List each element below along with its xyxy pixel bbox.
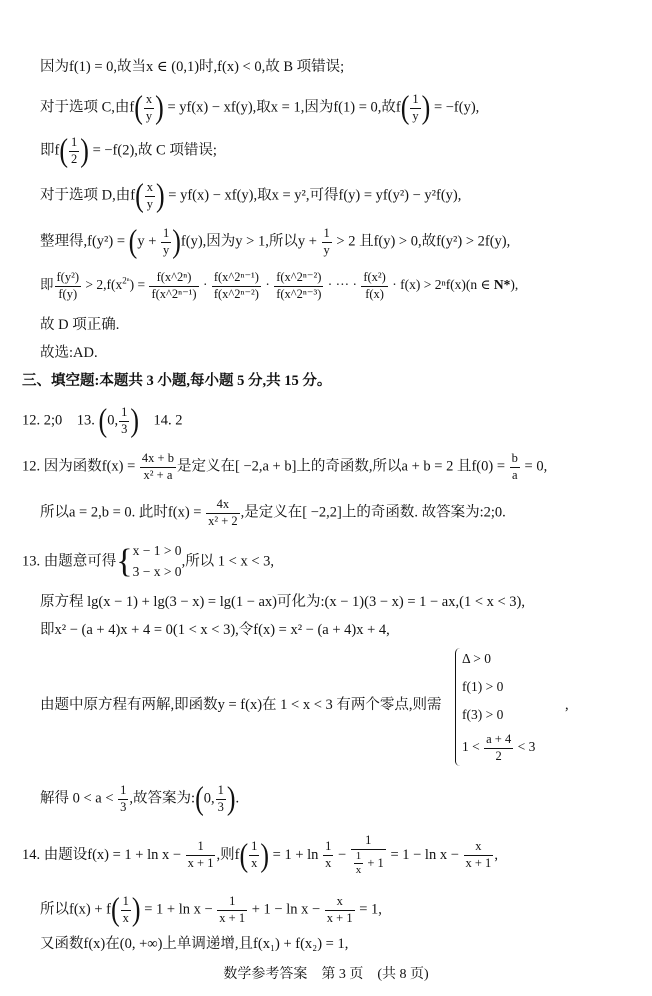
superscript: 2ⁿ: [122, 275, 130, 286]
text-line: 故选:AD.: [40, 345, 98, 361]
answer-line: 12. 2;0 13. (0, $\frac{1}{3}$ ) 14. 2: [22, 402, 183, 439]
system-row: f(1) > 0: [462, 679, 504, 694]
fraction: [206, 497, 240, 529]
numerator: 1: [354, 850, 364, 865]
paren: (: [400, 89, 410, 126]
paren: ): [130, 402, 139, 439]
numerator: 1: [119, 405, 129, 422]
fraction: [121, 894, 131, 926]
text: ,: [494, 846, 498, 863]
text-line: 即 $\frac{\text{f(y²)}}{f(y)}$ > $2,f(x^{2^n})$ = $\frac{\text{f(x\textasciicircum{}2ⁿ)}}{\text{f(x\textasciicircum{}2ⁿ⁻¹)}}$ · $\frac{\text{f(x\textasciicircum{}2ⁿ⁻¹)}}{\text{f(x\textasciicircum{}2ⁿ⁻²)}}$ · $\frac{\text{f(x\textasciicircum{}2ⁿ⁻²)}}{\text{f(x\textasciicircum{}2ⁿ⁻³)}}$ · ··· · $\frac{\text{f(x²)}}{f(x)}$ · f(x) > 2ⁿf(x)(n ∈ N*),: [40, 270, 519, 301]
denominator: y: [163, 242, 170, 257]
numerator: f(x²): [361, 270, 388, 287]
text: 14. 2: [139, 412, 183, 429]
system-row: [462, 732, 535, 764]
fraction: [325, 894, 355, 926]
fraction: [144, 92, 154, 124]
denominator: x: [251, 856, 258, 871]
text: ,故答案为:: [129, 790, 196, 807]
text: .: [235, 790, 240, 807]
text: = 1 + ln x −: [140, 901, 217, 918]
text: 1 <: [462, 739, 484, 755]
denominator: 3: [217, 799, 224, 814]
text-line: 又函数f(x)在(0, +∞)上单调递增,且f(x₁) + f(x₂) = 1,: [40, 936, 349, 952]
text: 所以a = 2,b = 0. 此时f(x) =: [40, 504, 206, 521]
system-row: Δ > 0: [462, 651, 492, 666]
numerator: f(x^2ⁿ⁻²): [274, 270, 323, 287]
text-line: [40, 497, 506, 529]
fraction: [361, 270, 388, 302]
text: · f(x) > 2ⁿf(x)(n ∈: [388, 277, 494, 293]
denominator: y: [323, 242, 330, 257]
fraction: [118, 783, 128, 815]
text-line: [40, 132, 217, 169]
denominator: x² + 2: [208, 513, 238, 528]
numerator: 1: [323, 839, 333, 856]
text: = 1 + ln: [269, 846, 323, 863]
condition-system: [455, 648, 536, 766]
numerator: 1: [351, 833, 386, 850]
text-line: [22, 541, 274, 583]
numerator: 1: [217, 894, 247, 911]
paren: ): [421, 89, 431, 126]
paren: ): [172, 223, 181, 260]
text: = yf(x) − xf(y),取x = y²,可得f(y) = yf(y²) − y²f(y),: [164, 187, 462, 204]
paren: (: [98, 402, 108, 439]
numerator: f(y²): [55, 270, 82, 287]
numerator: 1: [121, 894, 131, 911]
denominator: f(x^2ⁿ⁻³): [276, 286, 322, 301]
paren: (: [128, 223, 138, 260]
numerator: 1: [118, 783, 128, 800]
fraction: [149, 270, 198, 302]
text: = 1,: [355, 901, 382, 918]
text: 是定义在[ −2,a + b]上的奇函数,所以a + b = 2 且f(0) =: [176, 458, 509, 475]
denominator: f(x^2ⁿ⁻¹): [151, 286, 197, 301]
text: = −f(y),: [430, 99, 480, 116]
fraction: [140, 451, 176, 483]
numerator: 1: [410, 92, 420, 109]
text: = 0,: [520, 458, 548, 475]
text: 0: [107, 412, 115, 429]
section-heading: 三、填空题:本题共 3 小题,每小题 5 分,共 15 分。: [22, 373, 332, 389]
numerator: x: [325, 894, 355, 911]
numerator: 1: [249, 839, 259, 856]
text-line: [40, 891, 382, 928]
fraction: [161, 226, 171, 258]
paren: ): [155, 89, 164, 126]
fraction: [119, 405, 129, 437]
fraction: [217, 894, 247, 926]
text-line: 即x² − (a + 4)x + 4 = 0(1 < x < 3),令f(x) = x² − (a + 4)x + 4,: [40, 622, 390, 638]
numerator: 4x + b: [140, 451, 176, 468]
denominator: x + 1: [465, 856, 492, 871]
text: y +: [137, 233, 160, 250]
denominator: x + 1: [187, 856, 214, 871]
denominator: 3: [121, 421, 128, 436]
text: f(y),因为y > 1,所以y +: [180, 233, 321, 250]
fraction: [212, 270, 261, 302]
fraction: [510, 451, 520, 483]
text: ,所以 1 < x < 3,: [181, 553, 275, 570]
numerator: 1: [216, 783, 226, 800]
denominator: x + 1: [219, 910, 246, 925]
text: 12. 因为函数f(x) =: [22, 458, 139, 475]
text: 整理得,f(y²) =: [40, 233, 129, 250]
denominator: y: [145, 108, 153, 123]
denominator: a: [511, 467, 518, 482]
system-row: x − 1 > 0: [132, 543, 182, 558]
denominator: y: [412, 108, 419, 123]
punct: ,: [565, 697, 569, 713]
fraction: [484, 732, 513, 764]
fraction: [351, 833, 386, 878]
page-footer: 数学参考答案 第 3 页 (共 8 页): [223, 967, 429, 982]
numerator: b: [510, 451, 520, 468]
numerator: 1: [322, 226, 332, 243]
paren: ): [131, 891, 141, 928]
denominator: 2: [495, 748, 502, 763]
set-symbol: N*: [493, 277, 511, 293]
fraction: [55, 270, 82, 302]
text: > 2 且f(y) > 0,故f(y²) > 2f(y),: [332, 233, 511, 250]
denominator: x: [325, 856, 332, 871]
numerator: 1: [69, 135, 79, 152]
text-line: [22, 833, 498, 878]
denominator: f(x^2ⁿ⁻²): [213, 286, 259, 301]
system-row: f(3) > 0: [462, 707, 504, 722]
paren: ): [80, 132, 89, 169]
paren: ): [226, 780, 236, 817]
denominator: f(y): [58, 286, 78, 301]
text: 解得 0 < a <: [40, 790, 118, 807]
denominator: 2: [71, 151, 78, 166]
numerator: x: [144, 92, 154, 109]
inequality-system: [133, 541, 182, 583]
text-line: 由题中原方程有两解,即函数y = f(x)在 1 < x < 3 有两个零点,则需: [40, 697, 442, 713]
fraction: [249, 839, 259, 871]
brace: {: [116, 542, 133, 580]
fraction: [274, 270, 323, 302]
fraction: [354, 850, 364, 879]
fraction: [145, 180, 155, 212]
paren: ): [155, 177, 165, 214]
text: = yf(x) − xf(y),取x = 1,因为f(1) = 0,故f: [163, 99, 401, 116]
fraction: [322, 226, 332, 258]
text: 14. 由题设f(x) = 1 + ln x −: [22, 846, 185, 863]
paren: (: [135, 177, 144, 214]
text: 所以f(x) + f: [40, 901, 111, 918]
numerator: 1: [161, 226, 171, 243]
text: · ··· ·: [324, 277, 361, 293]
text-line: 因为f(1) = 0,故当x ∈ (0,1)时,f(x) < 0,故 B 项错误;: [40, 59, 345, 75]
text: = 1 − ln x −: [386, 846, 463, 863]
text: ,则f: [216, 846, 240, 863]
numerator: x: [145, 180, 155, 197]
text: ) =: [129, 277, 149, 293]
denominator: 3: [120, 799, 127, 814]
denominator: x: [355, 864, 362, 877]
text-line: 原方程 lg(x − 1) + lg(3 − x) = lg(1 − ax)可化为:(x − 1)(3 − x) = 1 − ax,(1 < x < 3),: [40, 594, 526, 610]
text: 对于选项 C,由f: [40, 99, 135, 116]
denominator: x: [122, 910, 129, 925]
denominator: x² + a: [143, 467, 173, 482]
text: + 1 − ln x −: [248, 901, 324, 918]
denominator: y: [146, 196, 153, 211]
text: 12. 2;0 13.: [22, 412, 99, 429]
text-line: [22, 451, 547, 483]
numerator: x: [464, 839, 494, 856]
text: 对于选项 D,由f: [40, 187, 136, 204]
paren: (: [111, 891, 120, 928]
fraction: [464, 839, 494, 871]
text-line: [40, 89, 480, 126]
numerator: f(x^2ⁿ⁻¹): [212, 270, 261, 287]
numerator: f(x^2ⁿ): [149, 270, 198, 287]
text: 即: [40, 277, 54, 293]
text: > 2,f(x: [82, 277, 123, 293]
text-line: 故 D 项正确.: [40, 317, 120, 333]
text: ),: [510, 277, 519, 293]
denominator: x + 1: [326, 910, 353, 925]
denominator: $\frac{1}{x}$ + 1: [355, 849, 384, 877]
fraction: [186, 839, 216, 871]
numerator: 1: [186, 839, 216, 856]
text: 即f: [40, 142, 60, 159]
numerator: 4x: [206, 497, 240, 514]
text: = −f(2),故 C 项错误;: [88, 142, 217, 159]
fraction: [323, 839, 333, 871]
text: 13. 由题意可得: [22, 553, 117, 570]
system-row: 3 − x > 0: [132, 563, 182, 579]
fraction: [410, 92, 420, 124]
paren: ): [260, 836, 270, 874]
text: −: [334, 846, 350, 863]
text: < 3: [514, 739, 536, 755]
text-line: [40, 223, 511, 260]
text: ,是定义在[ −2,2]上的奇函数. 故答案为:2;0.: [240, 504, 506, 521]
fraction: [69, 135, 79, 167]
text-line: 解得 0 < a < $\frac{1}{3}$ ,故答案为:(0, $\frac{1}{3}$ ).: [40, 780, 240, 817]
text: 0: [203, 790, 211, 807]
paren: (: [134, 89, 143, 126]
fraction: [216, 783, 226, 815]
denominator: f(x): [365, 286, 384, 301]
numerator: a + 4: [484, 732, 513, 749]
paren: (: [59, 132, 69, 169]
paren: (: [195, 780, 204, 817]
text-line: [40, 177, 462, 214]
paren: (: [239, 836, 249, 874]
